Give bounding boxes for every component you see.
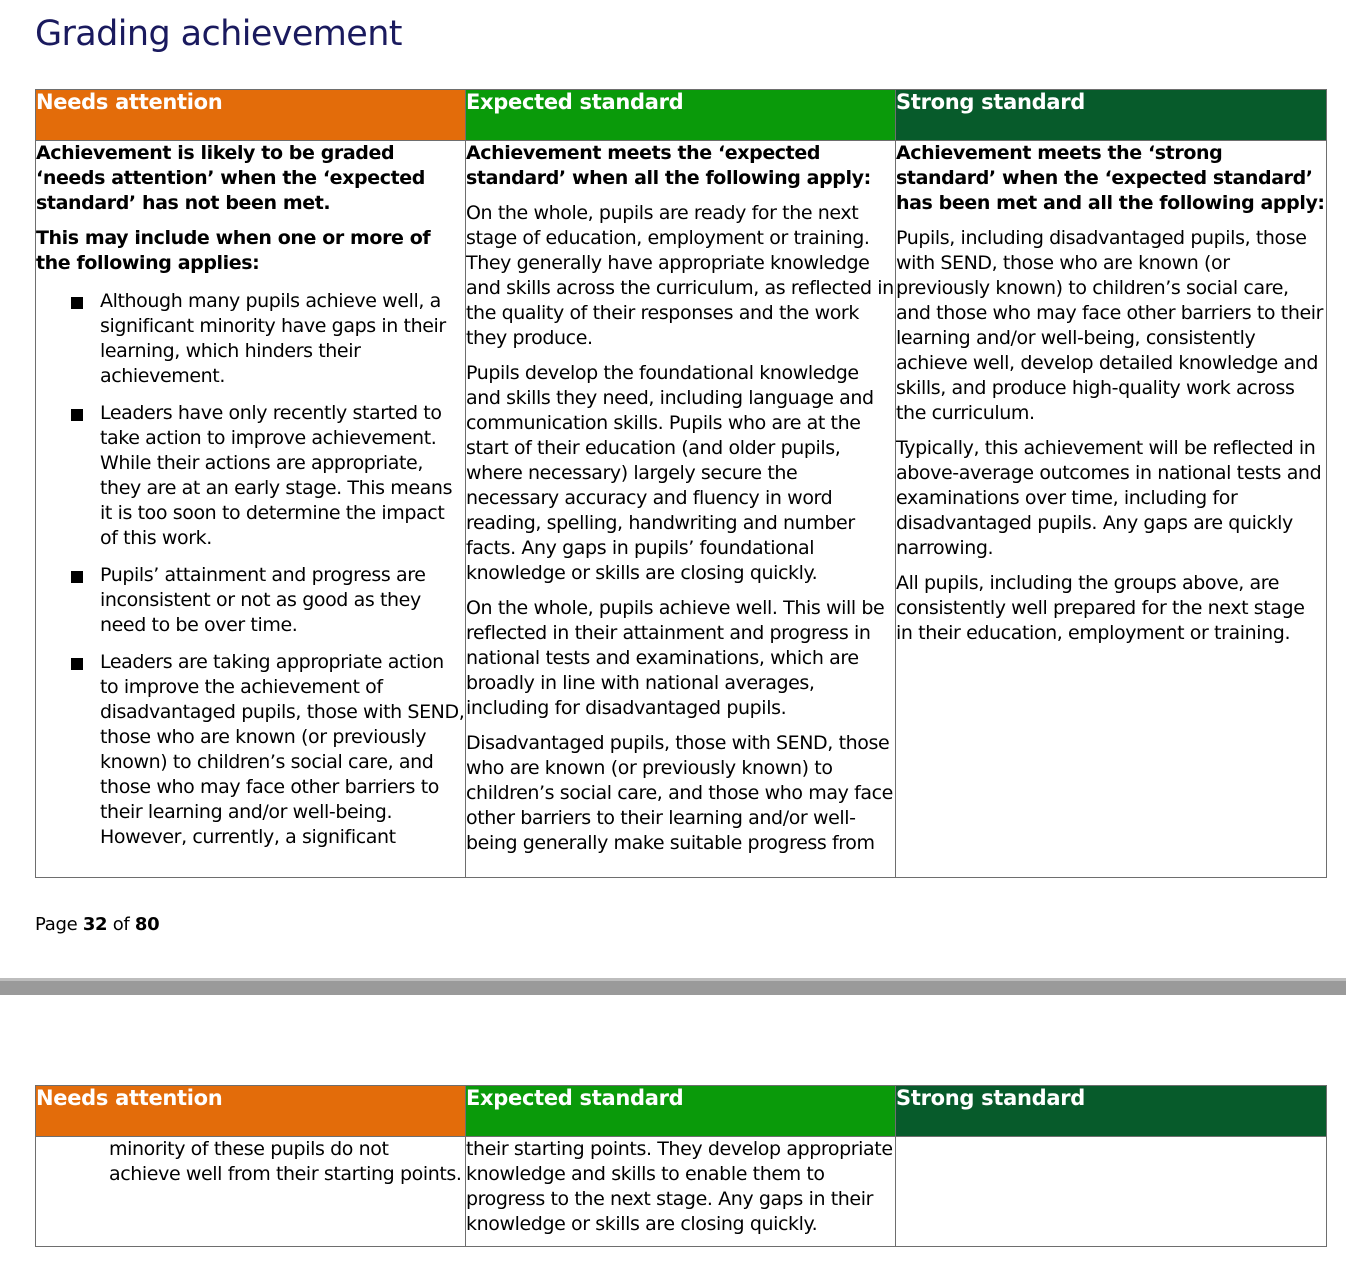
needs-attention-continued: minority of these pupils do not achieve well from their starting points. xyxy=(36,1137,466,1247)
grading-table-page-32 xyxy=(35,89,1327,878)
list-item-text: Pupils’ attainment and progress are inconsistent or not as good as they need to be over time. xyxy=(100,564,426,636)
list-item xyxy=(100,650,465,850)
header-strong-standard: Strong standard xyxy=(896,90,1327,141)
square-bullet-icon xyxy=(71,297,83,309)
expected-standard-continued: their starting points. They develop appropriate knowledge and skills to enable them to progress to the next stage. Any gaps in their knowledge or skills are closing quickly. xyxy=(466,1137,896,1247)
strong-standard-cell xyxy=(896,141,1327,878)
table-body-row xyxy=(36,1137,1327,1247)
header-needs-attention: Needs attention xyxy=(36,1086,466,1137)
of-word: of xyxy=(112,914,130,935)
header-needs-attention: Needs attention xyxy=(36,90,466,141)
header-expected-standard: Expected standard xyxy=(466,90,896,141)
square-bullet-icon xyxy=(71,658,83,670)
page-current: 32 xyxy=(82,914,108,935)
table-header-row xyxy=(36,1086,1327,1137)
strong-paragraph: All pupils, including the groups above, are consistently well prepared for the next stage in their education, employment or training. xyxy=(896,572,1305,644)
needs-attention-lead: This may include when one or more of the following applies: xyxy=(36,227,431,274)
expected-paragraph: On the whole, pupils achieve well. This will be reflected in their attainment and progress in national tests and examinations, which are broadly in line with national averages, including for disadvantaged pupils. xyxy=(466,597,885,719)
expected-paragraph: On the whole, pupils are ready for the next stage of education, employment or training. They generally have appropriate knowledge and skills across the curriculum, as reflected in the quality of their responses and the work they produce. xyxy=(466,202,894,349)
expected-paragraph: Disadvantaged pupils, those with SEND, those who are known (or previously known) to children’s social care, and those who may face other barriers to their learning and/or well-being generally make suitable progress from xyxy=(466,732,893,854)
header-expected-standard: Expected standard xyxy=(466,1086,896,1137)
grading-table-page-33 xyxy=(35,1085,1327,1247)
strong-paragraph: Pupils, including disadvantaged pupils, those with SEND, those who are known (or previously known) to children’s social care, and those who may face other barriers to their learning and/or well-being, consistently achieve well, develop detailed knowledge and skills, and produce high-quality work across the curriculum. xyxy=(896,227,1324,424)
expected-paragraph: Pupils develop the foundational knowledge and skills they need, including language and communication skills. Pupils who are at the start of their education (and older pupils, where necessary) largely secure the necessary accuracy and fluency in word reading, spelling, handwriting and number facts. Any gaps in pupils’ foundational knowledge or skills are closing quickly. xyxy=(466,362,874,584)
table-header-row xyxy=(36,90,1327,141)
needs-attention-cell xyxy=(36,141,466,878)
needs-attention-list xyxy=(36,289,465,850)
strong-paragraph: Typically, this achievement will be reflected in above-average outcomes in national tests and examinations over time, including for disadvantaged pupils. Any gaps are quickly narrowing. xyxy=(896,437,1322,559)
expected-standard-cell xyxy=(466,141,896,878)
page-total: 80 xyxy=(134,914,160,935)
list-item-text: Although many pupils achieve well, a significant minority have gaps in their learning, which hinders their achievement. xyxy=(100,290,446,387)
list-item-text: Leaders have only recently started to take action to improve achievement. While their actions are appropriate, they are at an early stage. This means it is too soon to determine the impact of this work. xyxy=(100,402,453,549)
page-title: Grading achievement xyxy=(35,14,402,54)
table-body-row xyxy=(36,141,1327,878)
needs-attention-intro: Achievement is likely to be graded ‘needs attention’ when the ‘expected standard’ has not been met. xyxy=(36,142,425,214)
list-item xyxy=(100,289,465,389)
square-bullet-icon xyxy=(71,409,83,421)
strong-standard-empty xyxy=(896,1137,1327,1247)
page-break-divider xyxy=(0,978,1346,995)
expected-standard-intro: Achievement meets the ‘expected standard’ when all the following apply: xyxy=(466,142,871,189)
list-item-text: Leaders are taking appropriate action to improve the achievement of disadvantaged pupils, those with SEND, those who are known (or previously known) to children’s social care, and those who may face other barriers to their learning and/or well-being. However, currently, a significant xyxy=(100,651,465,848)
header-strong-standard: Strong standard xyxy=(896,1086,1327,1137)
list-item xyxy=(100,401,465,551)
square-bullet-icon xyxy=(71,571,83,583)
page-word: Page xyxy=(35,914,78,935)
strong-standard-intro: Achievement meets the ‘strong standard’ when the ‘expected standard’ has been met and all the following apply: xyxy=(896,142,1325,214)
list-item xyxy=(100,563,465,638)
page-number xyxy=(35,914,159,935)
